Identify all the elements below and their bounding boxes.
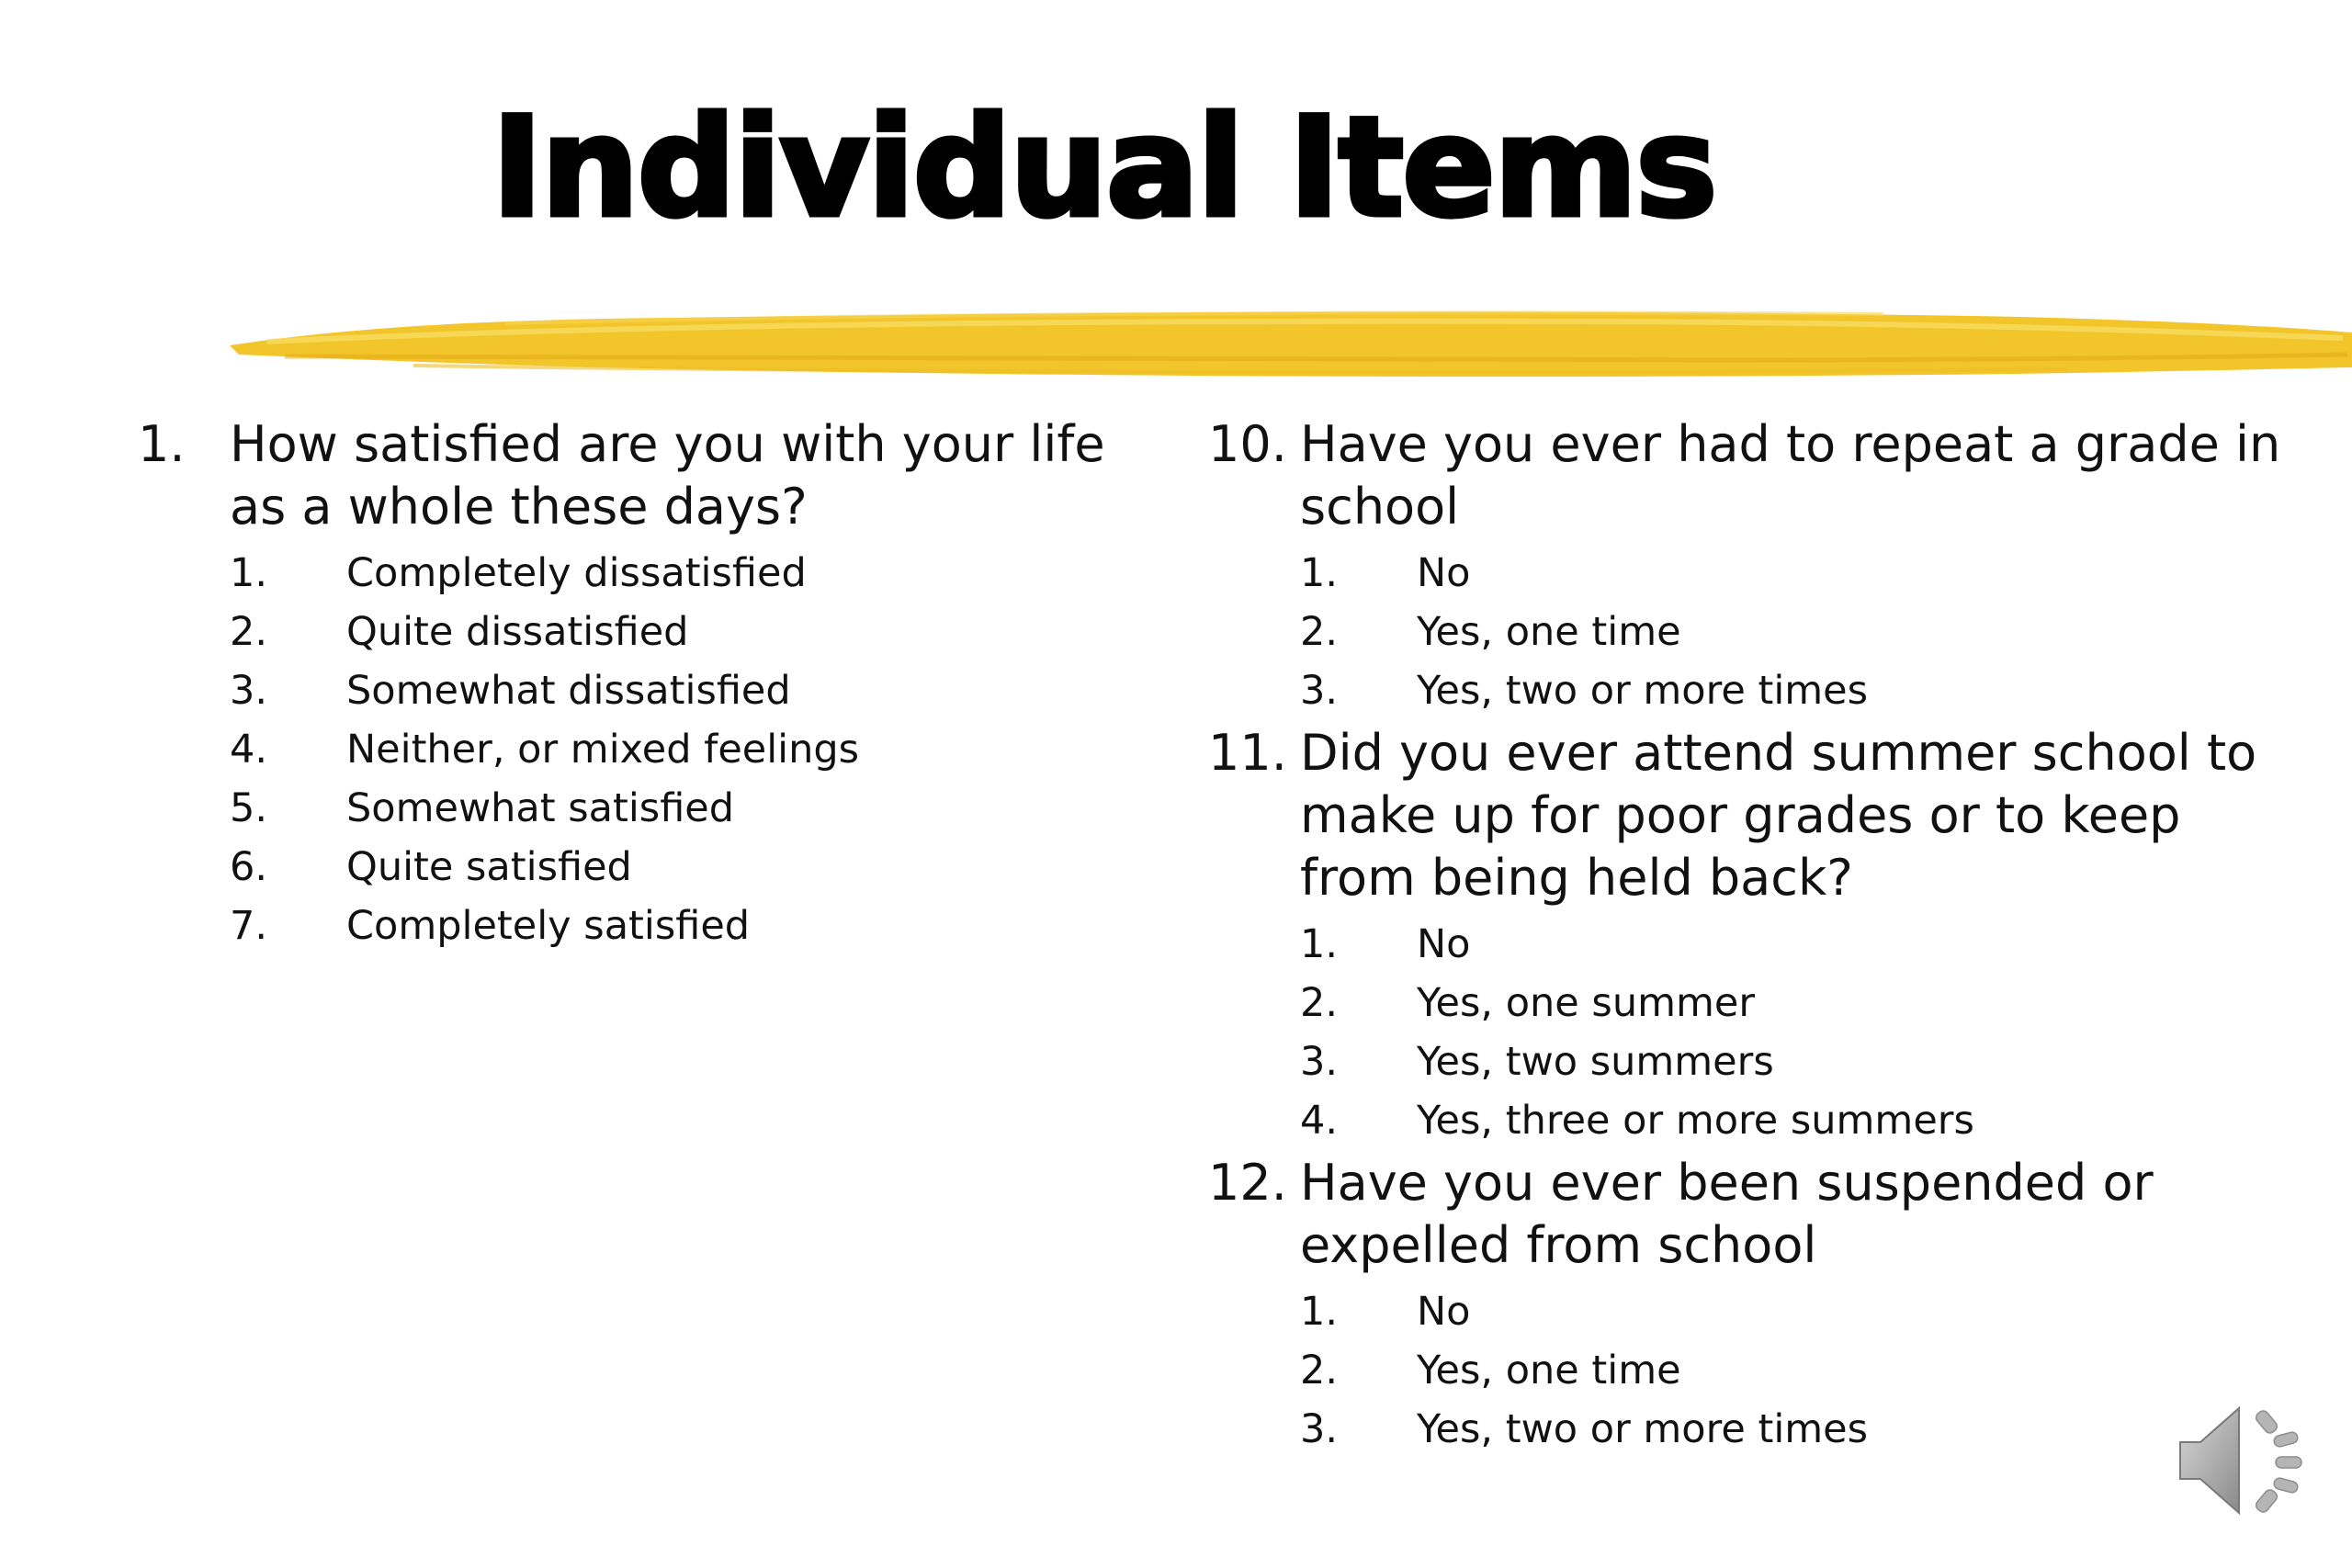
option-text: Yes, one time	[1417, 1348, 1681, 1393]
answer-options	[1300, 1282, 2292, 1459]
option-number: 1.	[1300, 550, 1339, 596]
question-12	[1208, 1152, 2292, 1459]
answer-option	[1300, 661, 2292, 720]
option-number: 7.	[230, 903, 268, 949]
option-number: 3.	[1300, 668, 1339, 714]
option-number: 3.	[230, 668, 268, 714]
answer-option	[230, 838, 1112, 897]
option-text: Neither, or mixed feelings	[346, 727, 860, 773]
option-text: Completely dissatisfied	[346, 550, 807, 596]
slide-title: Individual Items	[492, 88, 1716, 248]
option-number: 1.	[1300, 1289, 1339, 1335]
option-text: Yes, one summer	[1417, 980, 1755, 1026]
question-text: Have you ever been suspended or expelled from school	[1300, 1154, 2154, 1274]
answer-options	[1300, 915, 2292, 1150]
option-number: 2.	[230, 609, 268, 655]
question-11	[1208, 722, 2292, 1150]
option-text: Yes, two or more times	[1417, 668, 1869, 714]
answer-option	[230, 661, 1112, 720]
question-text: How satisfied are you with your life as a whole these days?	[230, 415, 1105, 536]
question-number: 1.	[138, 415, 186, 473]
option-text: Yes, two summers	[1417, 1039, 1774, 1085]
option-number: 2.	[1300, 1348, 1339, 1393]
option-text: Quite satisfied	[346, 844, 632, 890]
answer-option	[1300, 544, 2292, 603]
option-number: 2.	[1300, 609, 1339, 655]
question-10	[1208, 413, 2292, 720]
option-number: 4.	[1300, 1098, 1339, 1144]
option-text: Quite dissatisfied	[346, 609, 689, 655]
title-underline-brushstroke	[230, 301, 2352, 384]
question-text: Did you ever attend summer school to make up for poor grades or to keep from being held back?	[1300, 724, 2257, 907]
answer-option	[1300, 1400, 2292, 1459]
speaker-icon[interactable]	[2173, 1392, 2311, 1529]
answer-option	[1300, 915, 2292, 974]
answer-option	[1300, 1032, 2292, 1091]
option-text: No	[1417, 921, 1471, 967]
right-column	[1208, 413, 2292, 1459]
option-text: Somewhat dissatisfied	[346, 668, 791, 714]
option-number: 6.	[230, 844, 268, 890]
answer-option	[1300, 1341, 2292, 1400]
option-text: No	[1417, 1289, 1471, 1335]
answer-option	[1300, 1091, 2292, 1150]
answer-option	[1300, 1282, 2292, 1341]
answer-option	[1300, 974, 2292, 1032]
question-1	[138, 413, 1112, 955]
option-number: 1.	[1300, 921, 1339, 967]
option-text: Yes, one time	[1417, 609, 1681, 655]
option-text: Yes, two or more times	[1417, 1406, 1869, 1452]
option-text: Somewhat satisfied	[346, 785, 735, 831]
option-text: Yes, three or more summers	[1417, 1098, 1974, 1144]
option-text: No	[1417, 550, 1471, 596]
left-column	[138, 413, 1112, 955]
answer-options	[1300, 544, 2292, 720]
option-number: 5.	[230, 785, 268, 831]
answer-option	[230, 720, 1112, 779]
answer-option	[230, 897, 1112, 955]
question-text: Have you ever had to repeat a grade in school	[1300, 415, 2281, 536]
option-number: 4.	[230, 727, 268, 773]
option-number: 3.	[1300, 1039, 1339, 1085]
question-number: 11.	[1208, 724, 1287, 782]
option-number: 3.	[1300, 1406, 1339, 1452]
option-text: Completely satisfied	[346, 903, 751, 949]
answer-option	[1300, 603, 2292, 661]
question-number: 10.	[1208, 415, 1287, 473]
option-number: 1.	[230, 550, 268, 596]
answer-options	[230, 544, 1112, 955]
option-number: 2.	[1300, 980, 1339, 1026]
answer-option	[230, 779, 1112, 838]
question-number: 12.	[1208, 1154, 1287, 1212]
answer-option	[230, 544, 1112, 603]
answer-option	[230, 603, 1112, 661]
